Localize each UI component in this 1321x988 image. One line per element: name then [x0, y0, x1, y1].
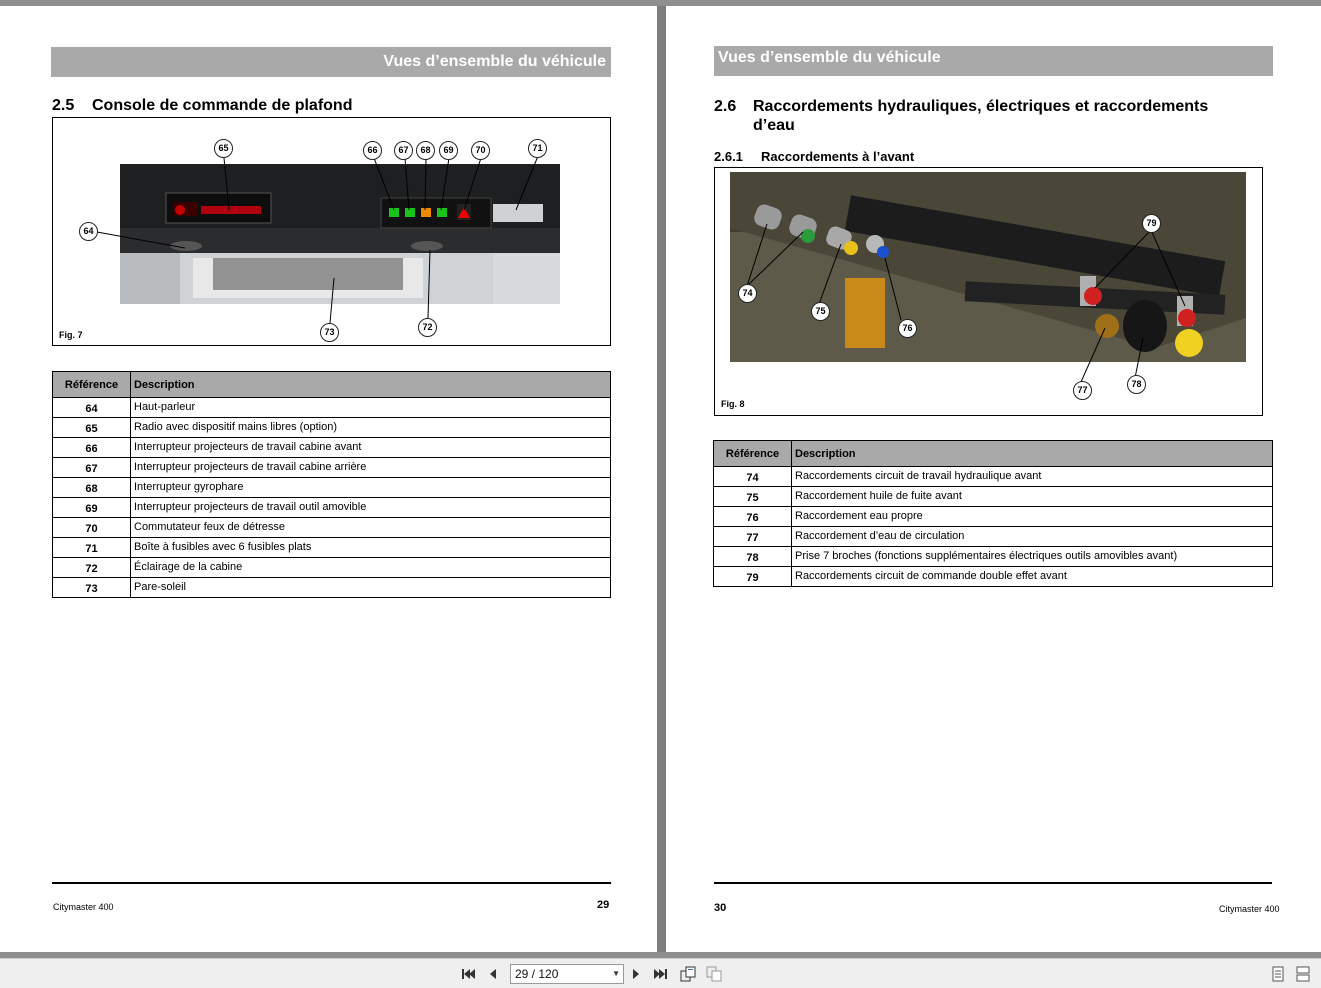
reference-cell: 66: [53, 438, 131, 458]
section-number: 2.6: [714, 98, 737, 115]
callout-70: 70: [471, 141, 490, 160]
callout-71: 71: [528, 139, 547, 158]
footer-model: Citymaster 400: [53, 902, 114, 912]
header-reference: Référence: [53, 372, 131, 398]
header-description: Description: [131, 372, 611, 398]
reference-cell: 77: [714, 527, 792, 547]
table-row: [53, 398, 611, 418]
two-page-view-icon[interactable]: [705, 965, 723, 983]
footer-rule: [52, 882, 611, 884]
reference-cell: 67: [53, 458, 131, 478]
callout-78: 78: [1127, 375, 1146, 394]
description-cell: Radio avec dispositif mains libres (option): [131, 418, 611, 438]
reference-cell: 76: [714, 507, 792, 527]
table-row: [714, 547, 1273, 567]
table-row: [714, 527, 1273, 547]
page-number: 29: [597, 899, 610, 911]
description-cell: Prise 7 broches (fonctions supplémentaires électriques outils amovibles avant): [792, 547, 1273, 567]
section-heading: [714, 97, 1274, 135]
reference-table: [713, 440, 1273, 587]
description-cell: Haut-parleur: [131, 398, 611, 418]
reference-cell: 70: [53, 518, 131, 538]
table-row: [53, 498, 611, 518]
figure-label: Fig. 7: [59, 330, 83, 340]
footer-rule: [714, 882, 1272, 884]
footer-model: Citymaster 400: [1219, 904, 1280, 914]
reference-cell: 65: [53, 418, 131, 438]
section-heading: [52, 97, 352, 115]
header-reference: Référence: [714, 441, 792, 467]
callout-67: 67: [394, 141, 413, 160]
subsection-heading: [714, 149, 914, 164]
description-cell: Boîte à fusibles avec 6 fusibles plats: [131, 538, 611, 558]
callout-79: 79: [1142, 214, 1161, 233]
page-indicator: 29 / 120: [515, 967, 559, 981]
reference-cell: 79: [714, 567, 792, 587]
section-title-line1: Raccordements hydrauliques, électriques et raccordements: [753, 98, 1209, 115]
callout-72: 72: [418, 318, 437, 337]
first-page-icon[interactable]: [459, 965, 477, 983]
reference-cell: 68: [53, 478, 131, 498]
section-title-line2: d’eau: [753, 117, 795, 134]
table-row: [53, 458, 611, 478]
page-number: 30: [714, 902, 727, 914]
figure-ceiling-console: [52, 117, 611, 346]
description-cell: Éclairage de la cabine: [131, 558, 611, 578]
section-title: Console de commande de plafond: [92, 97, 353, 114]
callout-74: 74: [738, 284, 757, 303]
reference-cell: 69: [53, 498, 131, 518]
figure-label: Fig. 8: [721, 399, 745, 409]
callout-73: 73: [320, 323, 339, 342]
table-row: [53, 578, 611, 598]
description-cell: Raccordement d’eau de circulation: [792, 527, 1273, 547]
callout-76: 76: [898, 319, 917, 338]
single-page-view-icon[interactable]: [679, 965, 697, 983]
reference-cell: 72: [53, 558, 131, 578]
chevron-down-icon[interactable]: ▼: [612, 969, 620, 978]
previous-page-icon[interactable]: [484, 965, 502, 983]
reference-cell: 73: [53, 578, 131, 598]
description-cell: Commutateur feux de détresse: [131, 518, 611, 538]
description-cell: Interrupteur projecteurs de travail cabine arrière: [131, 458, 611, 478]
table-row: [714, 467, 1273, 487]
reference-cell: 78: [714, 547, 792, 567]
next-page-icon[interactable]: [627, 965, 645, 983]
last-page-icon[interactable]: [652, 965, 670, 983]
continuous-view-icon[interactable]: [1269, 965, 1287, 983]
chapter-banner: Vues d’ensemble du véhicule: [714, 46, 1273, 76]
page-gutter: [657, 6, 666, 952]
callout-64: 64: [79, 222, 98, 241]
ceiling-console-illustration: [53, 118, 611, 346]
description-cell: Interrupteur gyrophare: [131, 478, 611, 498]
callout-68: 68: [416, 141, 435, 160]
description-cell: Raccordements circuit de commande double effet avant: [792, 567, 1273, 587]
description-cell: Interrupteur projecteurs de travail outil amovible: [131, 498, 611, 518]
left-page: [0, 6, 657, 952]
description-cell: Raccordements circuit de travail hydraulique avant: [792, 467, 1273, 487]
table-row: [714, 567, 1273, 587]
description-cell: Interrupteur projecteurs de travail cabine avant: [131, 438, 611, 458]
section-number: 2.5: [52, 97, 75, 114]
description-cell: Pare-soleil: [131, 578, 611, 598]
callout-65: 65: [214, 139, 233, 158]
table-row: [714, 507, 1273, 527]
reference-table: [52, 371, 611, 598]
table-row: [53, 418, 611, 438]
description-cell: Raccordement huile de fuite avant: [792, 487, 1273, 507]
table-row: [53, 518, 611, 538]
facing-view-icon[interactable]: [1294, 965, 1312, 983]
callout-75: 75: [811, 302, 830, 321]
table-row: [53, 438, 611, 458]
reference-cell: 75: [714, 487, 792, 507]
figure-front-connections: [714, 167, 1263, 416]
chapter-banner: Vues d’ensemble du véhicule: [51, 47, 611, 77]
callout-66: 66: [363, 141, 382, 160]
header-description: Description: [792, 441, 1273, 467]
subsection-title: Raccordements à l’avant: [761, 149, 915, 164]
description-cell: Raccordement eau propre: [792, 507, 1273, 527]
viewer-toolbar: [0, 958, 1321, 988]
table-row: [714, 487, 1273, 507]
reference-cell: 64: [53, 398, 131, 418]
table-row: [53, 538, 611, 558]
right-page: [666, 6, 1321, 952]
callout-69: 69: [439, 141, 458, 160]
table-row: [53, 478, 611, 498]
front-connections-illustration: [715, 168, 1263, 416]
reference-cell: 74: [714, 467, 792, 487]
page-number-input[interactable]: [510, 964, 624, 984]
table-row: [53, 558, 611, 578]
callout-77: 77: [1073, 381, 1092, 400]
reference-cell: 71: [53, 538, 131, 558]
subsection-number: 2.6.1: [714, 149, 743, 164]
